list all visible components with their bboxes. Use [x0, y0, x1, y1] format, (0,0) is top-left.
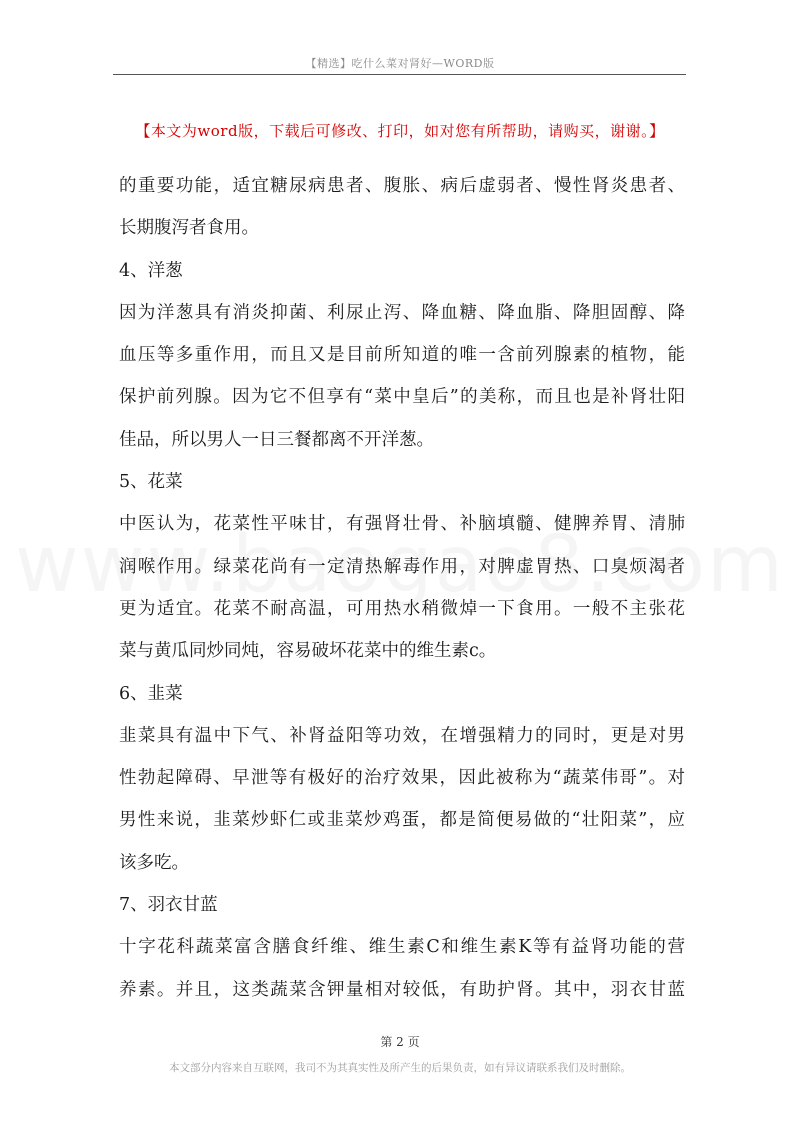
page-header: 【精选】吃什么菜对肾好—WORD版: [305, 57, 495, 70]
body-line: 性勃起障碍、早泄等有极好的治疗效果，因此被称为“蔬菜伟哥”。对: [119, 768, 685, 789]
body-line: 更为适宜。花菜不耐高温，可用热水稍微焯一下食用。一般不主张花: [119, 598, 685, 619]
page-number: 第 2 页: [380, 1035, 420, 1049]
section-heading-chives: 6、韭菜: [119, 683, 183, 704]
document-body: [119, 165, 685, 1011]
body-line: 养素。并且，这类蔬菜含钾量相对较低，有助护肾。其中，羽衣甘蓝: [119, 979, 685, 1000]
body-line: 韭菜具有温中下气、补肾益阳等功效，在增强精力的同时，更是对男: [119, 725, 685, 746]
purchase-notice: 【本文为word版，下载后可修改、打印，如对您有所帮助，请购买，谢谢。】: [135, 122, 665, 140]
body-line: 的重要功能，适宜糖尿病患者、腹胀、病后虚弱者、慢性肾炎患者、: [119, 176, 685, 196]
body-line: 男性来说，韭菜炒虾仁或韭菜炒鸡蛋，都是简便易做的“壮阳菜”，应: [119, 810, 685, 831]
body-line: 十字花科蔬菜富含膳食纤维、维生素C和维生素K等有益肾功能的营: [119, 937, 685, 958]
section-heading-onion: 4、洋葱: [119, 260, 183, 281]
page-footer-disclaimer: 本文部分内容来自互联网，我司不为其真实性及所产生的后果负责，如有异议请联系我们及时删除。: [169, 1062, 631, 1074]
body-line: 润喉作用。绿菜花尚有一定清热解毒作用，对脾虚胃热、口臭烦渴者: [119, 556, 685, 577]
body-line: 保护前列腺。因为它不但享有“菜中皇后”的美称，而且也是补肾壮阳: [119, 387, 685, 408]
section-heading-cauliflower: 5、花菜: [119, 472, 183, 493]
body-line: 中医认为，花菜性平味甘，有强肾壮骨、补脑填髓、健脾养胃、清肺: [119, 514, 685, 535]
body-line: 因为洋葱具有消炎抑菌、利尿止泻、降血糖、降血脂、降胆固醇、降: [119, 302, 685, 323]
header-divider: [113, 74, 686, 75]
body-line: 该多吃。: [119, 852, 189, 873]
body-line: 血压等多重作用，而且又是目前所知道的唯一含前列腺素的植物，能: [119, 345, 685, 366]
body-line: 菜与黄瓜同炒同炖，容易破坏花菜中的维生素c。: [119, 641, 497, 662]
body-line: 佳品，所以男人一日三餐都离不开洋葱。: [119, 429, 434, 450]
body-line: 长期腹泻者食用。: [119, 218, 259, 239]
section-heading-kale: 7、羽衣甘蓝: [119, 895, 218, 916]
